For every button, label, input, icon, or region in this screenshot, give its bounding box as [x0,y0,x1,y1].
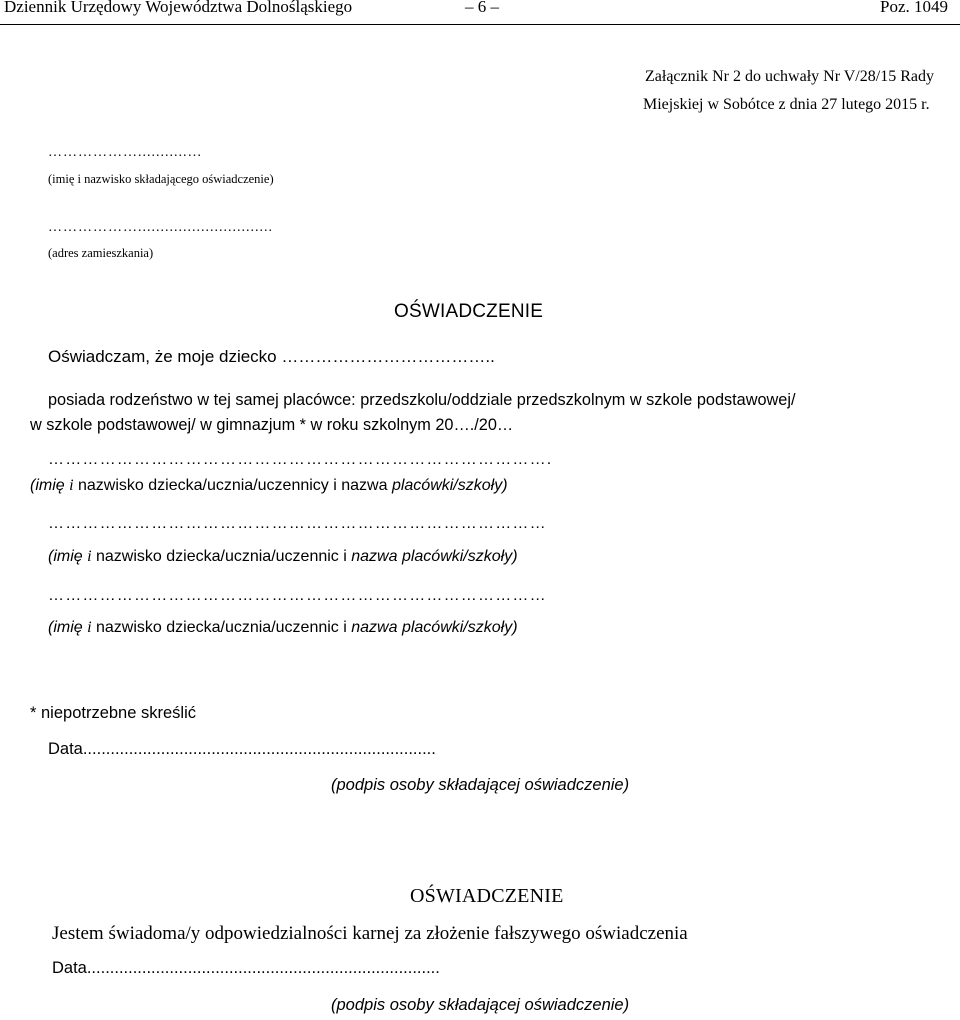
position-number: Poz. 1049 [880,0,948,16]
sibling-2-caption-b: i [87,548,92,565]
statement-1-signature-caption: (podpis osoby składającej oświadczenie) [331,776,630,794]
sibling-1-caption-a: (imię [30,477,70,494]
statement-2-body: Jestem świadoma/y odpowiedzialności karnej za złożenie fałszywego oświadczenia [52,923,688,944]
statement-2-signature-caption: (podpis osoby składającej oświadczenie) [331,996,630,1014]
sibling-3-caption-b: i [87,619,92,636]
sibling-3-caption-a: (imię [48,619,88,636]
statement-1-date-line: Data............................................................................. [48,740,436,758]
sibling-3-caption-d: nazwa placówki/szkoły) [351,619,518,636]
sibling-3-caption [48,619,518,637]
sibling-1-caption-b: i [69,477,74,494]
sibling-2-caption-a: (imię [48,548,88,565]
declarant-name-dots: ………………...........… [48,145,203,160]
journal-title: Dziennik Urzędowy Województwa Dolnośląskiego [4,0,353,16]
header-divider [0,24,960,25]
statement-1-title: OŚWIADCZENIE [394,301,544,322]
annex-line-1: Załącznik Nr 2 do uchwały Nr V/28/15 Rady [645,68,934,85]
statement-2-title: OŚWIADCZENIE [410,885,564,907]
sibling-3-caption-c: nazwisko dziecka/ucznia/uczennic i [91,619,352,636]
statement-body-line-1: posiada rodzeństwo w tej samej placówce: przedszkolu/oddziale przedszkolnym w szkole podstawowej/ [48,391,796,409]
sibling-3-dots: …………………………………………………………………………… [48,587,547,604]
annex-line-2: Miejskiej w Sobótce z dnia 27 lutego 2015 r. [643,96,930,113]
footnote: * niepotrzebne skreślić [30,704,196,722]
sibling-2-caption-c: nazwisko dziecka/ucznia/uczennic i [91,548,352,565]
statement-body-line-2: w szkole podstawowej/ w gimnazjum * w roku szkolnym 20…./20… [30,416,514,434]
statement-2-date-line: Data............................................................................. [52,959,440,977]
page-number: – 6 – [465,0,499,16]
declarant-name-caption: (imię i nazwisko składającego oświadczenie) [48,172,274,186]
address-dots: ……………….............................. [48,220,273,235]
sibling-2-dots: …………………………………………………………………………… [48,515,547,532]
sibling-1-caption [30,477,508,495]
sibling-2-caption [48,548,518,566]
sibling-1-dots: ……………………………………………………………………………. [48,451,553,468]
sibling-2-caption-d: nazwa placówki/szkoły) [351,548,518,565]
child-line: Oświadczam, że moje dziecko ……………………………….. [48,347,495,366]
sibling-1-caption-c: nazwisko dziecka/ucznia/uczennicy i nazwa [73,477,392,494]
sibling-1-caption-d: placówki/szkoły) [391,477,508,494]
address-caption: (adres zamieszkania) [48,246,154,260]
